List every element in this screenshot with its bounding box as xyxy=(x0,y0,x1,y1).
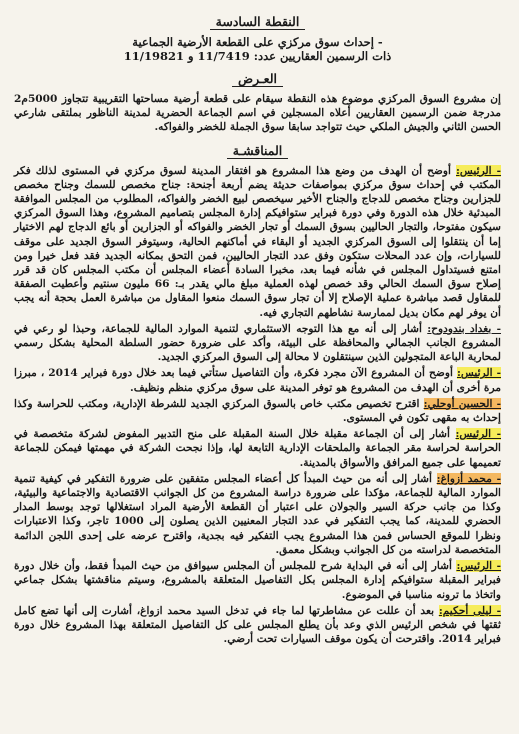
interventions-list xyxy=(14,164,501,647)
speaker-name: - الرئيس: xyxy=(455,428,501,441)
speaker-name: - الرئيس: xyxy=(456,164,502,177)
doc-title: النقطة السادسة xyxy=(14,14,501,29)
intervention xyxy=(14,604,501,647)
intervention-text: أشار إلى أنه مع هذا التوجه الاستثماري لتنمية الموارد المالية للجماعة، وحبذا لو رعي في المشروع الجانب الجمالي والمحافظة على البيئة، وأكد على ضرورة حضور السلطة المحلية بشكل رسمي لمحاربة الباعة المتجولين الذين سينتقلون لا محالة إلى السوق المركزي الجديد. xyxy=(14,322,501,364)
intervention xyxy=(14,427,501,470)
intervention xyxy=(14,397,501,425)
speaker-name: - بغداد بندودوح: xyxy=(427,322,501,335)
intervention-text: أوضح أن الهدف من وضع هذا المشروع هو افتقار المدينة لسوق مركزي في المستوى لذلك فكر المكتب في إحداث سوق مركزي بمواصفات حديثة يضم أربعة أجنحة: جناح مخصص للسمك وجناح مخصص للجزارين وجناح مخصص للدجاج والجناح الأخير سيخصص لبيع الخضر والفواكه، المطلوب من المجلس الموافقة المبدئية خلال هذه الدورة وفي دورة فبراير ستوافيكم إدارة المجلس بتصاميم المشروع، وهذا السوق المركزي سيكون مفتوحا، والتجار الحاليين بسوق السمك أو تجار الخضر والفواكه أو الجزارين أو بائع الدجاج لهم الاختيار إما أن ينتقلوا إلى السوق المركزي الجديد أو البقاء في أماكنهم الحالية، وسيتوفر السوق الجديد على موقف للسيارات، وإن عدد المحلات ستكون وفق عدد التجار الحاليين، فمن التحق بمكانه الجديد فقد فعل خيرا ومن امتنع فسيتداول المجلس في شأنه فيما بعد، مخبرا السادة أعضاء المجلس أن مكتب المجلس كان قد قرر إصلاح سوق السمك الحالي وقد خصص لهذه العملية مبلغ مالي يقدر بـ: 66 مليون سنتيم وأعطيت الصفقة للمقاول قصد مباشرة عملية الإصلاح إلا أن تجار سوق السمك منعوا المقاول من مباشرة العمل بحجة أنه يجب أن يوفر لهم مكان بديل لممارسة نشاطهم التجاري فيه. xyxy=(14,164,501,319)
speaker-name: - الحسين أوحلي: xyxy=(423,397,501,410)
intervention xyxy=(14,366,501,394)
intervention-text: أشار إلى أن الجماعة مقبلة خلال السنة المقبلة على منح التدبير المفوض لشركة متخصصة في الحراسة لحراسة مقر الجماعة والملحقات الإدارية التابعة لها، وإذا نجحت الشركة في مهمتها فيمكن للجماعة تعميمها على جميع المرافق والأسواق بالمدينة. xyxy=(14,428,501,469)
intro-line-2: ذات الرسمين العقاريين عدد: 11/7419 و 11/19821 xyxy=(123,49,392,63)
intervention-text: بعد أن عللت عن مشاطرتها لما جاء في تدخل السيد محمد ازواغ، أشارت إلى أنها تضع كامل ثقتها في شخص الرئيس الذي وعد بأن يطلع المجلس على كل التفاصيل المتعلقة بهذا المشروع خلال دورة فبراير 2014. واقترحت أن يكون موقف السيارات تحت أرضي. xyxy=(14,604,501,646)
intro-line-1: - إحداث سوق مركزي على القطعة الأرضية الجماعية xyxy=(132,35,383,49)
speaker-name: - الرئيس: xyxy=(456,367,501,380)
presentation-paragraph: إن مشروع السوق المركزي موضوع هذه النقطة سيقام على قطعة أرضية مساحتها التقريبية تتجاوز 5000م2 مدرجة ضمن الرسمين العقاريين أعلاه المسجلين في اسم الجماعة الحضرية لمدينة الناظور بملتقى شارعي الحسن الثاني والجيش الملكي حيث تتواجد سابقا سوق الجملة للخضر والفواكه. xyxy=(14,93,501,134)
intervention xyxy=(14,164,501,320)
intervention xyxy=(14,322,501,365)
intervention-text: اقترح تخصيص مكتب خاص بالسوق المركزي الجديد للشرطة الإدارية، ومكتب للحراسة وكذا إحداث به مقهى تكون في المستوى. xyxy=(14,397,501,425)
speaker-name: - ليلى أحكيم: xyxy=(438,604,502,617)
agenda-intro xyxy=(14,35,501,63)
speaker-name: - الرئيس: xyxy=(456,560,501,573)
intervention-text: أشار إلى أنه من حيث المبدأ كل أعضاء المجلس متفقين على ضرورة التفكير في كيفية تنمية الموارد المالية للجماعة، مؤكدا على ضرورة دراسة المشروع من كل الجوانب الاقتصادية والاجتماعية والبيئية، وكذا من جانب حركة السير والجولان على اعتبار أن القطعة الأرضية المراد استغلالها توجد بوسط المدار الحضري للمدينة، كما يجب التفكير في عدد التجار المعنيين الذين يصلون إلى 1000 تاجر، وكذا الاعتبارات ونظرا للموقع الحساس فمن هذا المشروع يجب التفكير فيه بجدية، واقترح عرضه على إحدى اللجن الدائمة المتخصصة لدراسته من كل الجوانب وبشكل معمق. xyxy=(14,472,501,556)
intervention xyxy=(14,472,501,557)
speaker-name: - محمد أزواغ: xyxy=(436,472,501,485)
intervention-text: أوضح أن المشروع الآن مجرد فكرة، وأن التفاصيل ستأتي فيما بعد خلال دورة فبراير 2014 ، مبرزا مرة أخرى أن الهدف من المشروع هو توفر المدينة على سوق مركزي منظم ونظيف. xyxy=(14,367,501,394)
intervention xyxy=(14,559,501,602)
discussion-heading: المناقشـة xyxy=(14,143,501,158)
intervention-text: أشار إلى أنه في البداية شرح للمجلس أن المجلس سيوافق من حيث المبدأ فقط، وأن خلال دورة فبراير المقبلة ستوافيكم إدارة المجلس بكل التفاصيل المتعلقة بالمشروع، وسيتم مناقشتها بشكل جماعي واتخاذ ما ترونه مناسبا في الموضوع. xyxy=(14,560,501,601)
presentation-heading: العـرض xyxy=(14,71,501,86)
